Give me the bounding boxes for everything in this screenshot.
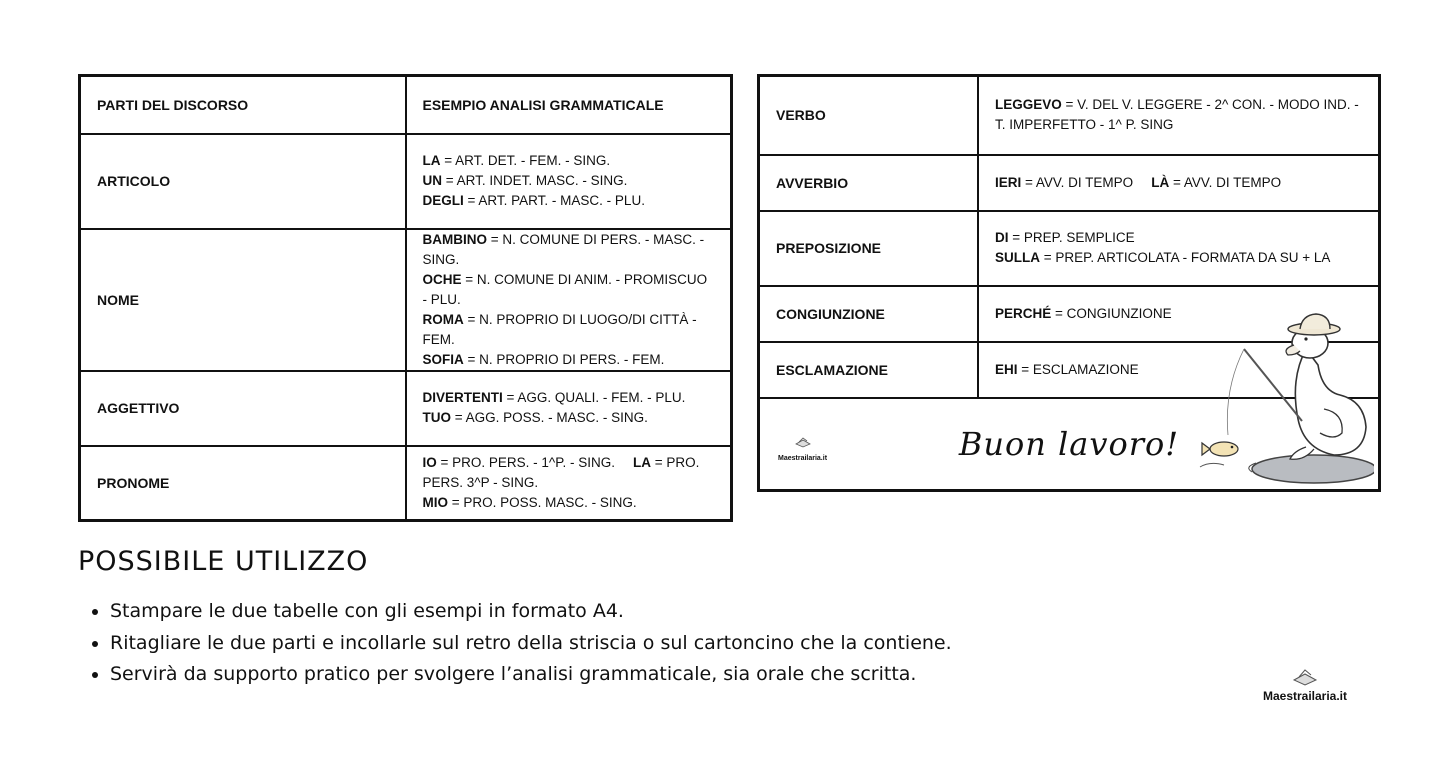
usage-list — [78, 596, 952, 691]
category-cell: ARTICOLO — [80, 134, 406, 229]
list-item: • Stampare le due tabelle con gli esempi in formato A4. — [110, 596, 952, 628]
example-line: LA = ART. DET. - FEM. - SING. — [422, 153, 611, 168]
usage-title: POSSIBILE UTILIZZO — [78, 546, 369, 577]
list-item: • Ritagliare le due parti e incollarle sul retro della striscia o sul cartoncino che la contiene. — [110, 628, 952, 660]
example-line: DI = PREP. SEMPLICE — [995, 230, 1135, 245]
mini-logo: Maestrailaria.it — [778, 436, 827, 469]
left-grammar-table — [78, 74, 733, 522]
example-line: DIVERTENTI = AGG. QUALI. - FEM. - PLU. — [422, 390, 686, 405]
category-cell: AVVERBIO — [759, 155, 979, 211]
example-cell — [406, 371, 732, 446]
example-cell — [406, 134, 732, 229]
table-row — [759, 76, 1380, 155]
footer-logo: Maestrailaria.it — [1255, 668, 1355, 703]
header-cell-parts: PARTI DEL DISCORSO — [80, 76, 406, 134]
table-header-row — [80, 76, 732, 134]
category-cell: ESCLAMAZIONE — [759, 342, 979, 398]
closing-message: Buon lavoro! — [958, 424, 1180, 463]
book-icon — [1292, 668, 1318, 686]
category-cell: PREPOSIZIONE — [759, 211, 979, 286]
category-cell: VERBO — [759, 76, 979, 155]
example-line: IO = PRO. PERS. - 1^P. - SING. LA = PRO. PERS. 3^P - SING. — [422, 454, 700, 490]
example-line: OCHE = N. COMUNE DI ANIM. - PROMISCUO - PLU. — [422, 271, 708, 307]
example-cell — [406, 446, 732, 521]
table-row — [80, 371, 732, 446]
example-line: PERCHÉ = CONGIUNZIONE — [995, 305, 1172, 321]
category-cell: PRONOME — [80, 446, 406, 521]
example-line: DEGLI = ART. PART. - MASC. - PLU. — [422, 193, 645, 208]
example-cell — [978, 76, 1380, 155]
example-line: UN = ART. INDET. MASC. - SING. — [422, 173, 628, 188]
example-line: BAMBINO = N. COMUNE DI PERS. - MASC. - SING. — [422, 231, 705, 267]
table-row — [759, 155, 1380, 211]
table-row — [759, 211, 1380, 286]
example-line: MIO = PRO. POSS. MASC. - SING. — [422, 494, 637, 510]
table-row — [80, 229, 732, 371]
example-line: LEGGEVO = V. DEL V. LEGGERE - 2^ CON. - MODO IND. - T. IMPERFETTO - 1^ P. SING — [995, 97, 1359, 133]
list-item: • Servirà da supporto pratico per svolgere l’analisi grammaticale, sia orale che scritta. — [110, 659, 952, 691]
closing-row — [759, 398, 1380, 491]
example-line: SOFIA = N. PROPRIO DI PERS. - FEM. — [422, 351, 665, 367]
category-cell: AGGETTIVO — [80, 371, 406, 446]
example-cell — [978, 211, 1380, 286]
fishing-goose-illustration — [1194, 309, 1374, 489]
closing-cell — [759, 398, 1380, 491]
book-icon — [794, 436, 812, 448]
header-cell-example: ESEMPIO ANALISI GRAMMATICALE — [406, 76, 732, 134]
category-cell: CONGIUNZIONE — [759, 286, 979, 342]
category-cell: NOME — [80, 229, 406, 371]
example-line: IERI = AVV. DI TEMPO LÀ = AVV. DI TEMPO — [995, 174, 1282, 190]
example-line: TUO = AGG. POSS. - MASC. - SING. — [422, 410, 648, 425]
example-line: SULLA = PREP. ARTICOLATA - FORMATA DA SU + LA — [995, 250, 1331, 265]
right-grammar-table — [757, 74, 1381, 492]
example-cell — [978, 155, 1380, 211]
example-cell — [406, 229, 732, 371]
example-line: ROMA = N. PROPRIO DI LUOGO/DI CITTÀ - FEM. — [422, 311, 697, 347]
table-row — [80, 446, 732, 521]
table-row — [80, 134, 732, 229]
example-line: EHI = ESCLAMAZIONE — [995, 361, 1139, 377]
